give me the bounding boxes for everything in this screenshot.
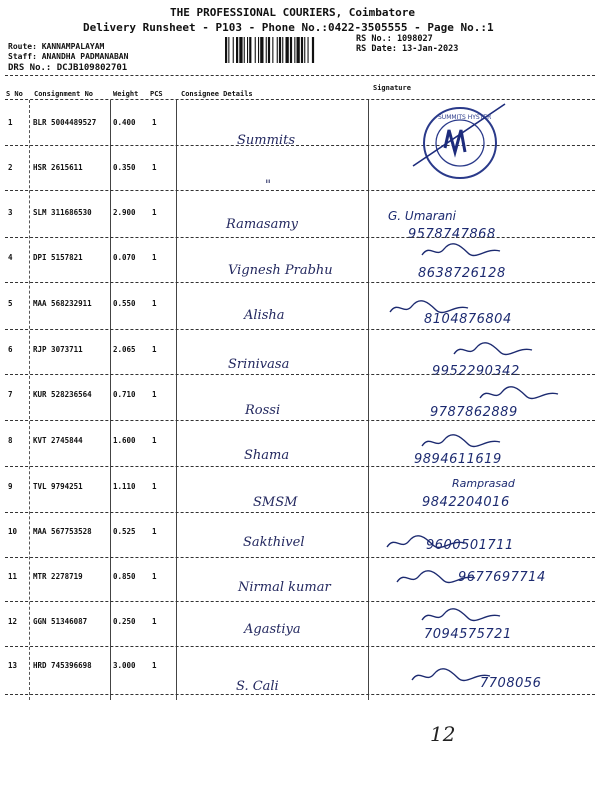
row-divider [5, 282, 595, 283]
row-serial-number: 10 [8, 527, 18, 536]
row-consignee-handwritten: SMSM [253, 495, 298, 510]
column-sno: S No [6, 90, 23, 98]
row-signature-phone: 9578747868 [408, 227, 496, 242]
row-serial-number: 3 [8, 208, 13, 217]
runsheet-title: Delivery Runsheet - P103 - Phone No.:0422-3505555 - Page No.:1 [83, 21, 494, 34]
row-weight: 0.550 [113, 299, 136, 308]
row-consignee-handwritten: " [265, 178, 271, 193]
row-consignment-number: HSR 2615611 [33, 163, 83, 172]
row-pieces: 1 [152, 661, 157, 670]
row-consignee-handwritten: Sakthivel [243, 535, 305, 550]
row-divider [5, 237, 595, 238]
row-serial-number: 8 [8, 436, 13, 445]
column-consignment: Consignment No [34, 90, 94, 98]
row-divider [5, 601, 595, 602]
drs-number: DRS No.: DCJB109802701 [8, 63, 128, 73]
row-weight: 0.710 [113, 390, 136, 399]
row-divider [5, 190, 595, 191]
row-signature-phone: 9842204016 [422, 495, 510, 510]
row-pieces: 1 [152, 299, 157, 308]
row-pieces: 1 [152, 390, 157, 399]
column-weight: Weight [113, 90, 139, 98]
row-consignee-handwritten: Summits [237, 133, 295, 148]
row-serial-number: 1 [8, 118, 13, 127]
row-signature-phone: 7094575721 [424, 627, 512, 642]
row-weight: 0.350 [113, 163, 136, 172]
row-signature-scribble [452, 342, 542, 358]
row-serial-number: 4 [8, 253, 13, 262]
row-weight: 0.400 [113, 118, 136, 127]
row-weight: 0.525 [113, 527, 136, 536]
route-label: Route: KANNAMPALAYAM [8, 42, 105, 51]
row-weight: 0.250 [113, 617, 136, 626]
row-consignee-handwritten: Ramasamy [226, 217, 299, 232]
row-consignee-handwritten: Agastiya [244, 622, 301, 637]
row-signature-phone: 9894611619 [414, 452, 502, 467]
row-weight: 3.000 [113, 661, 136, 670]
row-pieces: 1 [152, 527, 157, 536]
barcode-image [225, 37, 349, 63]
row-pieces: 1 [152, 118, 157, 127]
company-seal-stamp [405, 96, 515, 186]
svg-text:SUMMITS HYSTER: SUMMITS HYSTER [438, 114, 492, 121]
row-weight: 2.900 [113, 208, 136, 217]
row-pieces: 1 [152, 572, 157, 581]
row-serial-number: 12 [8, 617, 18, 626]
row-signature-phone: 9677697714 [458, 570, 546, 585]
row-signature-phone: 9787862889 [430, 405, 518, 420]
row-serial-number: 6 [8, 345, 13, 354]
row-consignment-number: DPI 5157821 [33, 253, 83, 262]
row-pieces: 1 [152, 617, 157, 626]
row-serial-number: 7 [8, 390, 13, 399]
row-signature-phone: 8638726128 [418, 266, 506, 281]
row-consignment-number: KVT 2745844 [33, 436, 83, 445]
row-divider [5, 557, 595, 558]
column-pcs: PCS [150, 90, 163, 98]
row-consignee-handwritten: Shama [244, 448, 290, 463]
row-consignment-number: BLR 5004489527 [33, 118, 97, 127]
rs-number: RS No.: 1098027 [356, 34, 433, 44]
row-consignee-handwritten: Alisha [244, 308, 285, 323]
row-consignment-number: MTR 2278719 [33, 572, 83, 581]
row-divider [5, 694, 595, 695]
header-divider [5, 75, 595, 76]
row-weight: 1.600 [113, 436, 136, 445]
row-signature-phone: 9952290342 [432, 364, 520, 379]
company-name: THE PROFESSIONAL COURIERS, Coimbatore [170, 6, 416, 19]
row-consignment-number: TVL 9794251 [33, 482, 83, 491]
row-signature-phone: 7708056 [480, 676, 542, 691]
row-weight: 1.110 [113, 482, 136, 491]
row-divider [5, 374, 595, 375]
row-divider [5, 420, 595, 421]
row-consignment-number: MAA 567753528 [33, 527, 92, 536]
column-signature: Signature [373, 84, 411, 92]
row-consignee-handwritten: Nirmal kumar [238, 580, 331, 595]
row-consignment-number: MAA 568232911 [33, 299, 92, 308]
row-weight: 2.065 [113, 345, 136, 354]
row-serial-number: 2 [8, 163, 13, 172]
row-divider [5, 646, 595, 647]
row-pieces: 1 [152, 436, 157, 445]
row-pieces: 1 [152, 208, 157, 217]
row-signature-phone: 8104876804 [424, 312, 512, 327]
rs-date: RS Date: 13-Jan-2023 [356, 44, 459, 54]
row-serial-number: 5 [8, 299, 13, 308]
row-pieces: 1 [152, 345, 157, 354]
row-weight: 0.070 [113, 253, 136, 262]
row-signature-scribble [420, 243, 510, 259]
row-divider [5, 512, 595, 513]
row-signature-scribble [420, 608, 510, 624]
row-weight: 0.850 [113, 572, 136, 581]
staff-label: Staff: ANANDHA PADMANABAN [8, 52, 129, 61]
row-signature-name: Ramprasad [452, 477, 515, 490]
row-consignee-handwritten: Srinivasa [228, 357, 290, 372]
row-consignee-handwritten: Rossi [245, 403, 281, 418]
row-consignee-handwritten: S. Cali [236, 679, 279, 694]
row-pieces: 1 [152, 163, 157, 172]
row-consignment-number: KUR 528236564 [33, 390, 92, 399]
row-serial-number: 9 [8, 482, 13, 491]
row-consignment-number: RJP 3073711 [33, 345, 83, 354]
row-consignment-number: HRD 745396698 [33, 661, 92, 670]
row-pieces: 1 [152, 253, 157, 262]
row-signature-scribble [420, 434, 510, 450]
row-divider [5, 329, 595, 330]
page-count-handwritten: 12 [430, 722, 456, 746]
row-serial-number: 11 [8, 572, 18, 581]
row-consignee-handwritten: Vignesh Prabhu [228, 263, 333, 278]
row-serial-number: 13 [8, 661, 18, 670]
row-signature-phone: 9600501711 [426, 538, 514, 553]
column-consignee: Consignee Details [181, 90, 253, 98]
row-pieces: 1 [152, 482, 157, 491]
row-consignment-number: GGN 51346087 [33, 617, 88, 626]
row-signature-name: G. Umarani [388, 209, 456, 223]
row-consignment-number: SLM 311686530 [33, 208, 92, 217]
row-signature-scribble [478, 386, 568, 402]
row-divider [5, 466, 595, 467]
